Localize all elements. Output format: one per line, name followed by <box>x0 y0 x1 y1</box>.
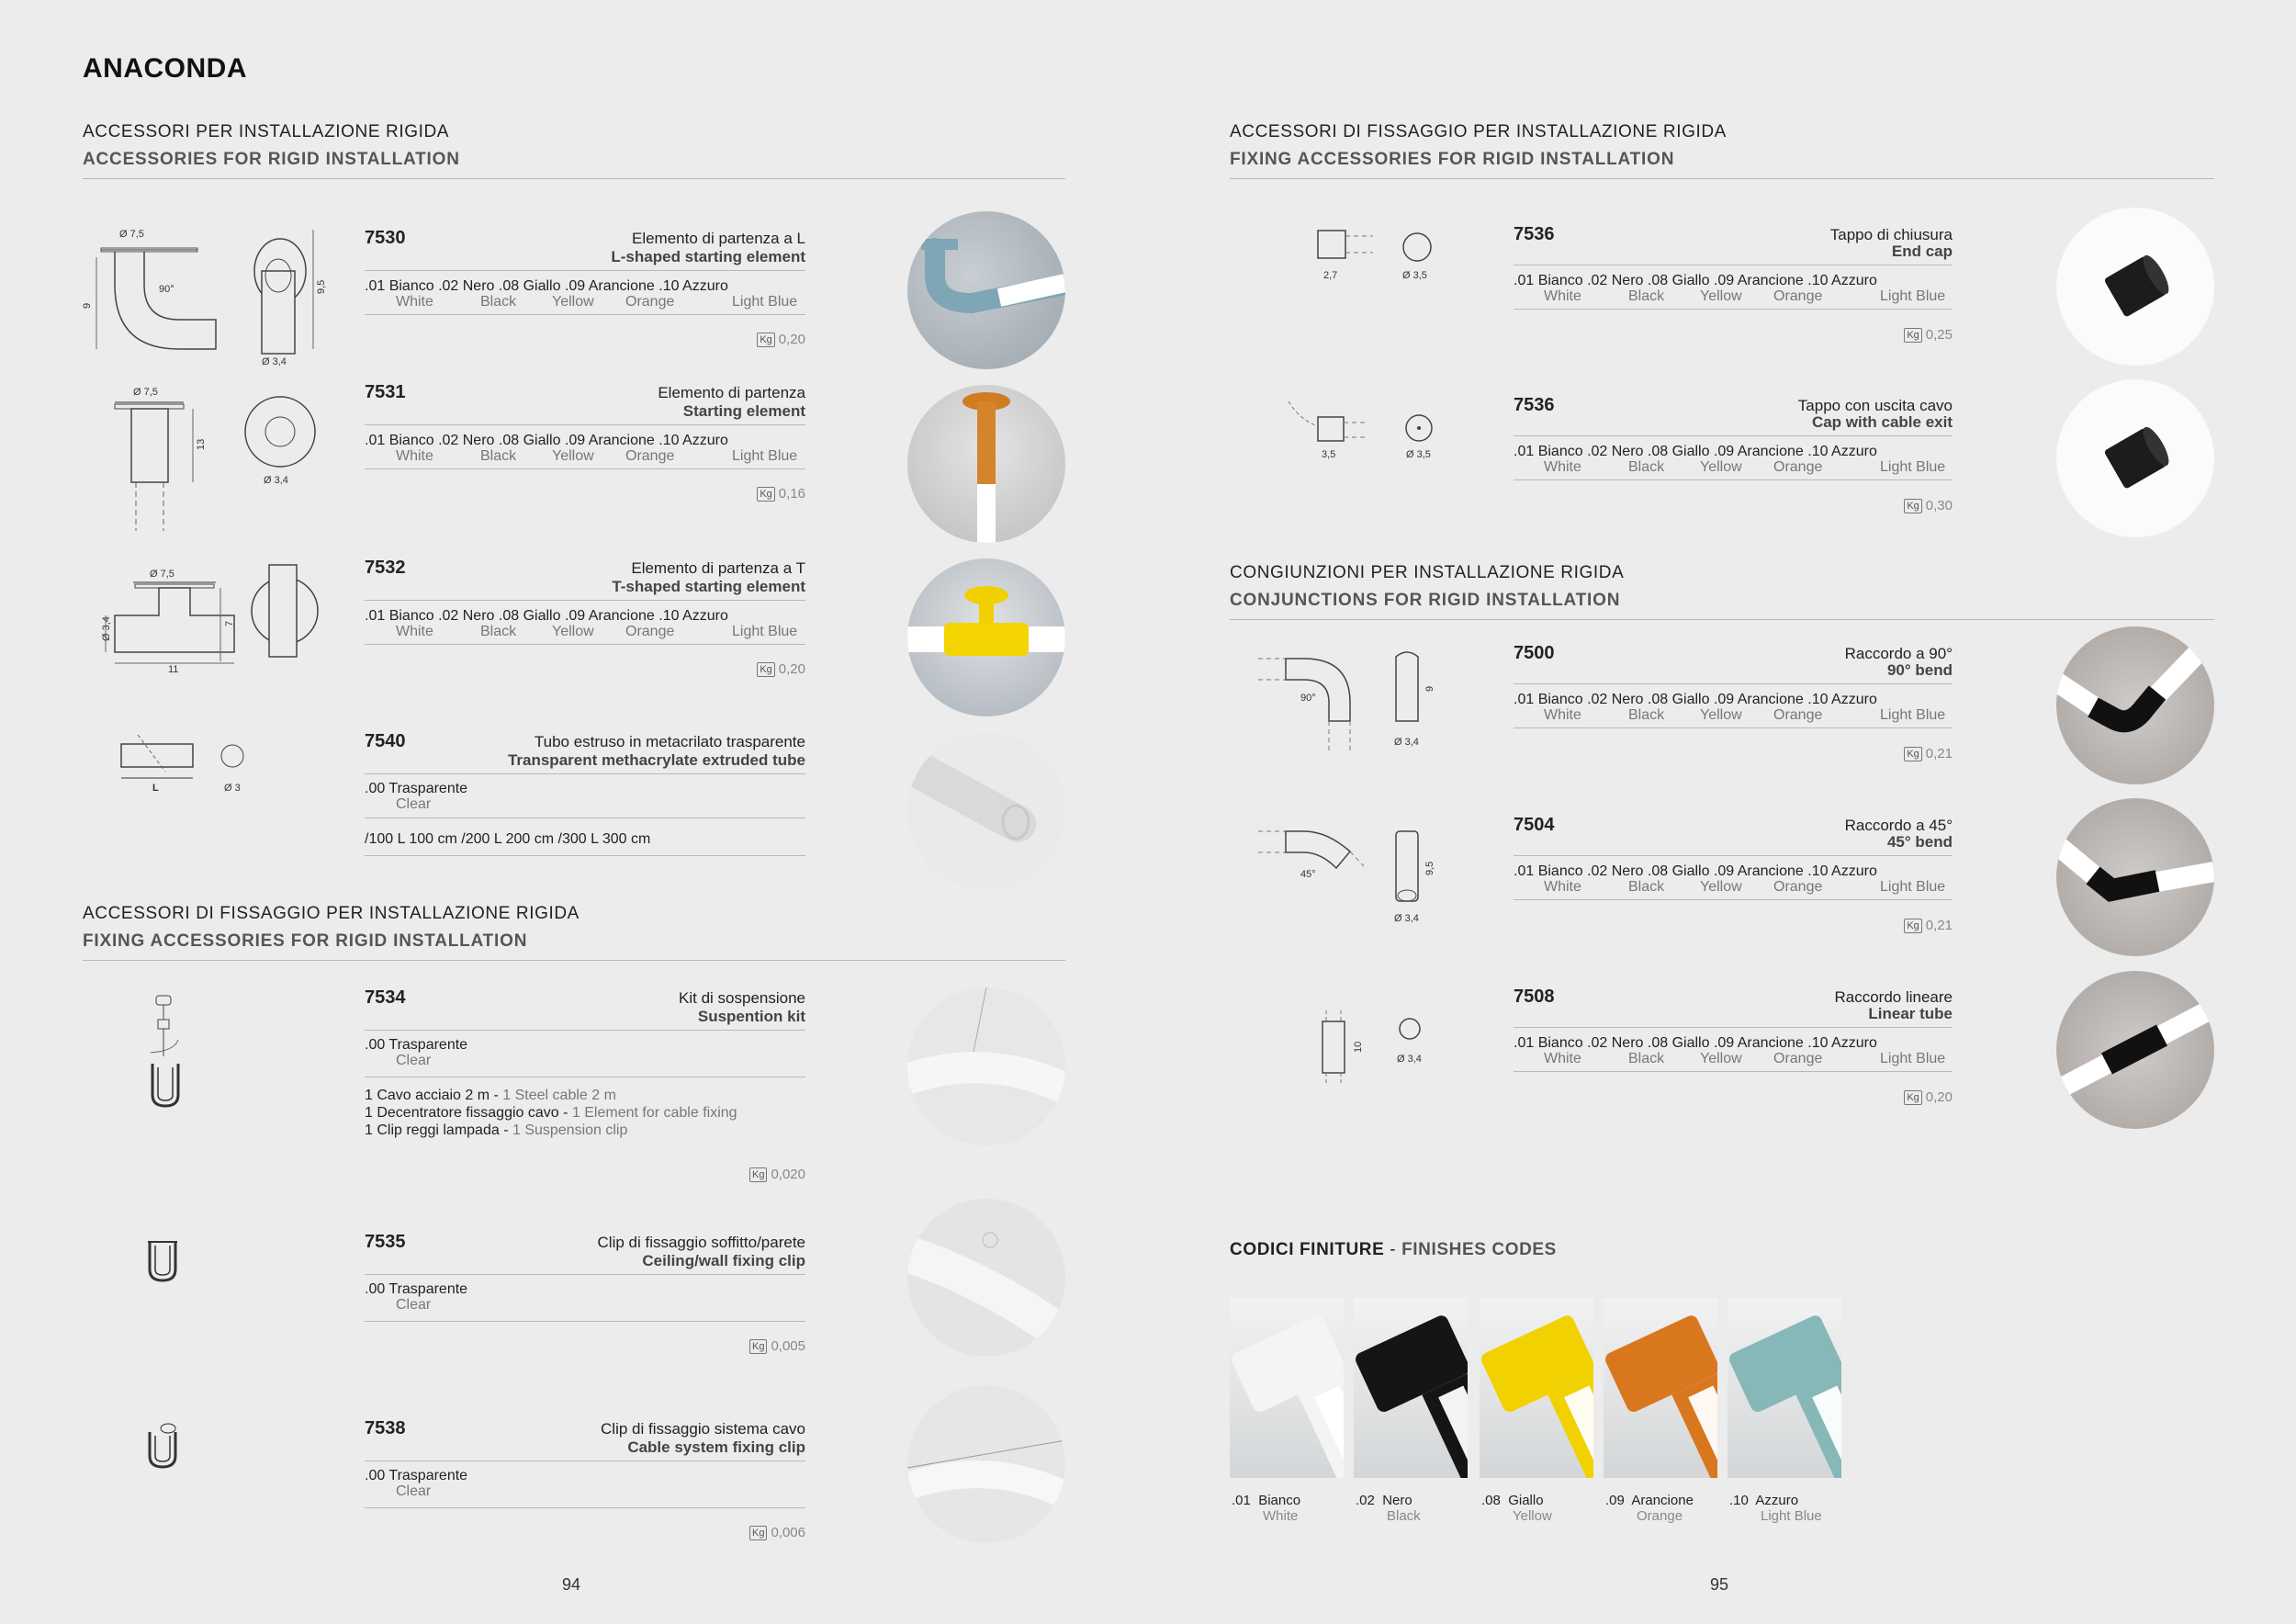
svg-text:90°: 90° <box>159 284 174 295</box>
svg-text:Ø 7,5: Ø 7,5 <box>150 569 174 580</box>
lengths: /100 L 100 cm /200 L 200 cm /300 L 300 cm <box>365 831 651 847</box>
svg-text:L: L <box>152 783 159 794</box>
weight-icon: Kg <box>757 333 774 347</box>
weight: Kg 0,020 <box>749 1167 805 1182</box>
color-en: Light Blue <box>1880 707 1946 723</box>
color-en: Light Blue <box>1880 879 1946 895</box>
color-en: Yellow <box>552 294 594 310</box>
color-option: .08 Giallo <box>1647 692 1710 707</box>
finish: .00 Trasparente <box>365 781 468 796</box>
finish-swatch <box>1728 1298 1841 1478</box>
product-code: 7508 <box>1514 987 1555 1007</box>
weight: Kg 0,21 <box>1904 746 1953 761</box>
kit-item: 1 Cavo acciaio 2 m - 1 Steel cable 2 m <box>365 1088 616 1103</box>
color-list <box>1514 444 1877 460</box>
section-title-en: ACCESSORIES FOR RIGID INSTALLATION <box>83 150 460 169</box>
color-en: Yellow <box>552 448 594 464</box>
color-en: Black <box>480 624 517 639</box>
color-option: .09 Arancione <box>1713 863 1804 879</box>
finish-label: .08 Giallo Yellow <box>1481 1493 1552 1524</box>
product-name-it: Elemento di partenza a T <box>631 559 805 577</box>
color-option: .01 Bianco <box>1514 444 1583 459</box>
product-name-it: Elemento di partenza a L <box>631 230 805 247</box>
finish-en: Clear <box>396 1053 432 1068</box>
color-option: .01 Bianco <box>1514 1035 1583 1051</box>
product-code: 7530 <box>365 228 406 248</box>
color-option: .02 Nero <box>438 608 495 624</box>
color-en: Black <box>1628 1051 1665 1066</box>
product-name-it: Tappo con uscita cavo <box>1797 397 1953 414</box>
color-list <box>1514 273 1877 289</box>
color-list <box>1514 863 1877 880</box>
color-en: Yellow <box>552 624 594 639</box>
product-code: 7536 <box>1514 224 1555 244</box>
product-name-en: 45° bend <box>1886 833 1953 851</box>
finish-en: Clear <box>396 796 432 812</box>
color-option: .08 Giallo <box>498 278 561 294</box>
weight-icon: Kg <box>1904 747 1921 761</box>
color-en: Light Blue <box>1880 288 1946 304</box>
drawing-7530 <box>78 220 335 377</box>
photo-7534 <box>907 987 1065 1145</box>
section-title-en: FIXING ACCESSORIES FOR RIGID INSTALLATION <box>1230 150 1675 169</box>
svg-text:Ø 3,4: Ø 3,4 <box>1397 1054 1422 1065</box>
product-7535 <box>365 1232 805 1354</box>
color-en: Yellow <box>1700 879 1742 895</box>
color-en: White <box>1544 1051 1581 1066</box>
kit-item: 1 Clip reggi lampada - 1 Suspension clip <box>365 1122 628 1138</box>
weight-icon: Kg <box>749 1339 767 1354</box>
color-list <box>365 608 728 625</box>
weight-icon: Kg <box>1904 1090 1921 1105</box>
weight: Kg 0,25 <box>1904 327 1953 343</box>
clip-icon <box>142 1233 188 1288</box>
color-en: White <box>396 294 433 310</box>
drawing-7536-cable-exit <box>1281 397 1446 461</box>
color-en: Yellow <box>1700 1051 1742 1066</box>
product-name-it: Tubo estruso in metacrilato trasparente <box>534 733 805 750</box>
color-option: .02 Nero <box>438 278 495 294</box>
product-code: 7500 <box>1514 643 1555 663</box>
svg-text:45°: 45° <box>1300 869 1316 880</box>
color-en: Light Blue <box>732 294 798 310</box>
svg-text:10: 10 <box>1353 1041 1364 1053</box>
product-code: 7534 <box>365 987 406 1008</box>
product-code: 7540 <box>365 731 406 751</box>
weight-icon: Kg <box>749 1526 767 1540</box>
color-list <box>365 278 728 295</box>
svg-text:Ø 3,4: Ø 3,4 <box>1394 737 1419 748</box>
finish: .00 Trasparente <box>365 1037 468 1053</box>
color-option: .10 Azzuro <box>658 278 728 294</box>
weight: Kg 0,21 <box>1904 918 1953 933</box>
product-7500 <box>1514 643 1953 761</box>
color-option: .09 Arancione <box>564 608 655 624</box>
color-option: .10 Azzuro <box>658 608 728 624</box>
weight: Kg 0,30 <box>1904 498 1953 513</box>
product-name-it: Tappo di chiusura <box>1829 226 1953 243</box>
color-en: Black <box>1628 288 1665 304</box>
product-name-en: Cable system fixing clip <box>627 1438 805 1456</box>
drawing-7500 <box>1249 648 1451 758</box>
color-option: .01 Bianco <box>1514 273 1583 288</box>
weight-icon: Kg <box>757 662 774 677</box>
color-list <box>365 433 728 449</box>
color-option: .02 Nero <box>438 433 495 448</box>
photo-7532 <box>907 558 1065 716</box>
photo-7531 <box>907 385 1065 543</box>
section-title-en: CONJUNCTIONS FOR RIGID INSTALLATION <box>1230 591 1621 610</box>
color-option: .09 Arancione <box>1713 1035 1804 1051</box>
color-en: White <box>1544 879 1581 895</box>
weight-icon: Kg <box>749 1167 767 1182</box>
svg-text:Ø 3,5: Ø 3,5 <box>1406 449 1431 460</box>
color-en: Black <box>1628 707 1665 723</box>
svg-text:7: 7 <box>224 620 235 626</box>
product-name-it: Raccordo a 90° <box>1844 645 1953 662</box>
color-option: .10 Azzuro <box>1807 444 1877 459</box>
product-code: 7504 <box>1514 815 1555 835</box>
color-option: .02 Nero <box>1587 863 1644 879</box>
color-en: Orange <box>1773 707 1823 723</box>
photo-7530 <box>907 211 1065 369</box>
finish-label: .01 Bianco White <box>1232 1493 1301 1524</box>
weight-icon: Kg <box>757 487 774 502</box>
finish-label: .09 Arancione Orange <box>1605 1493 1694 1524</box>
color-option: .10 Azzuro <box>658 433 728 448</box>
finish-label: .10 Azzuro Light Blue <box>1729 1493 1822 1524</box>
product-code: 7532 <box>365 558 406 578</box>
color-en: Orange <box>625 294 675 310</box>
color-option: .09 Arancione <box>1713 273 1804 288</box>
color-en: Light Blue <box>732 448 798 464</box>
drawing-7540 <box>110 730 266 799</box>
color-option: .01 Bianco <box>365 433 434 448</box>
svg-text:90°: 90° <box>1300 693 1316 704</box>
color-en: White <box>1544 288 1581 304</box>
weight: Kg 0,20 <box>1904 1089 1953 1105</box>
color-en: Black <box>480 294 517 310</box>
svg-text:Ø 3,4: Ø 3,4 <box>264 475 288 486</box>
finish-swatch <box>1354 1298 1468 1478</box>
color-en: Orange <box>1773 1051 1823 1066</box>
photo-7536-cable-exit <box>2056 379 2214 537</box>
finish: .00 Trasparente <box>365 1281 468 1297</box>
color-option: .08 Giallo <box>1647 444 1710 459</box>
color-option: .10 Azzuro <box>1807 1035 1877 1051</box>
color-option: .10 Azzuro <box>1807 273 1877 288</box>
product-name-en: Starting element <box>682 402 805 420</box>
svg-text:9,5: 9,5 <box>316 279 327 294</box>
svg-text:13: 13 <box>196 438 207 450</box>
svg-text:11: 11 <box>168 664 179 675</box>
photo-7538 <box>907 1385 1065 1543</box>
section-title-it: ACCESSORI DI FISSAGGIO PER INSTALLAZIONE RIGIDA <box>83 904 580 923</box>
page-number: 94 <box>562 1575 581 1594</box>
color-en: Orange <box>1773 879 1823 895</box>
color-en: Orange <box>625 448 675 464</box>
product-7504 <box>1514 815 1953 933</box>
color-en: Yellow <box>1700 707 1742 723</box>
color-option: .09 Arancione <box>564 433 655 448</box>
color-option: .08 Giallo <box>1647 1035 1710 1051</box>
svg-text:Ø 3,4: Ø 3,4 <box>101 616 112 641</box>
color-option: .10 Azzuro <box>1807 863 1877 879</box>
color-option: .09 Arancione <box>564 278 655 294</box>
color-option: .08 Giallo <box>498 433 561 448</box>
drawing-7532 <box>87 560 335 680</box>
svg-text:9: 9 <box>82 302 93 309</box>
photo-7504 <box>2056 798 2214 956</box>
color-option: .01 Bianco <box>1514 692 1583 707</box>
weight: Kg 0,005 <box>749 1338 805 1354</box>
color-en: Orange <box>1773 288 1823 304</box>
brand-title: ANACONDA <box>83 53 247 84</box>
suspension-kit-icon <box>138 992 193 1111</box>
product-7508 <box>1514 987 1953 1105</box>
color-en: Light Blue <box>1880 459 1946 475</box>
photo-7535 <box>907 1199 1065 1357</box>
finish-swatch <box>1230 1298 1344 1478</box>
product-7532 <box>365 558 805 677</box>
color-en: Orange <box>1773 459 1823 475</box>
photo-7500 <box>2056 626 2214 784</box>
photo-7508 <box>2056 971 2214 1129</box>
color-en: Yellow <box>1700 288 1742 304</box>
color-en: White <box>1544 459 1581 475</box>
product-7540 <box>365 731 805 847</box>
product-name-en: Suspention kit <box>697 1008 805 1025</box>
finish-en: Clear <box>396 1483 432 1499</box>
product-7536-cable-exit <box>1514 395 1953 513</box>
color-en: White <box>396 624 433 639</box>
svg-text:2,7: 2,7 <box>1323 270 1338 281</box>
drawing-7508 <box>1313 1010 1451 1084</box>
color-en: Black <box>480 448 517 464</box>
color-option: .10 Azzuro <box>1807 692 1877 707</box>
weight-icon: Kg <box>1904 328 1921 343</box>
cable-clip-icon <box>142 1419 188 1474</box>
svg-text:9,5: 9,5 <box>1424 861 1435 875</box>
svg-text:Ø 3,5: Ø 3,5 <box>1402 270 1427 281</box>
kit-list <box>365 1087 737 1139</box>
svg-text:Ø 3,4: Ø 3,4 <box>262 356 287 367</box>
color-option: .01 Bianco <box>365 608 434 624</box>
color-en: Black <box>1628 879 1665 895</box>
weight: Kg 0,16 <box>757 486 805 502</box>
product-name-en: Linear tube <box>1868 1005 1953 1022</box>
product-name-en: 90° bend <box>1886 661 1953 679</box>
product-name-it: Clip di fissaggio sistema cavo <box>601 1420 805 1438</box>
finishes-title: CODICI FINITURE - FINISHES CODES <box>1230 1240 1557 1259</box>
product-7534 <box>365 987 805 1182</box>
section-title-it: CONGIUNZIONI PER INSTALLAZIONE RIGIDA <box>1230 563 1625 582</box>
color-option: .02 Nero <box>1587 1035 1644 1051</box>
color-en: Light Blue <box>1880 1051 1946 1066</box>
product-code: 7538 <box>365 1418 406 1438</box>
section-title-it: ACCESSORI DI FISSAGGIO PER INSTALLAZIONE RIGIDA <box>1230 122 1727 141</box>
kit-item: 1 Decentratore fissaggio cavo - 1 Element for cable fixing <box>365 1105 737 1121</box>
section-title-en: FIXING ACCESSORIES FOR RIGID INSTALLATION <box>83 931 528 951</box>
product-name-it: Elemento di partenza <box>658 384 805 401</box>
color-option: .02 Nero <box>1587 273 1644 288</box>
product-code: 7531 <box>365 382 406 402</box>
photo-7536-end-cap <box>2056 208 2214 366</box>
finish: .00 Trasparente <box>365 1468 468 1483</box>
product-name-en: End cap <box>1891 242 1953 260</box>
product-name-en: Ceiling/wall fixing clip <box>642 1252 805 1269</box>
page-number: 95 <box>1710 1575 1729 1594</box>
color-en: Yellow <box>1700 459 1742 475</box>
weight: Kg 0,20 <box>757 661 805 677</box>
product-7531 <box>365 382 805 502</box>
section-title-it: ACCESSORI PER INSTALLAZIONE RIGIDA <box>83 122 450 141</box>
dim-label: Ø 7,5 <box>119 229 144 240</box>
color-option: .08 Giallo <box>498 608 561 624</box>
finish-label: .02 Nero Black <box>1356 1493 1421 1524</box>
photo-7540 <box>907 732 1065 890</box>
product-name-en: T-shaped starting element <box>612 578 805 595</box>
drawing-7504 <box>1249 822 1451 928</box>
svg-text:3,5: 3,5 <box>1322 449 1336 460</box>
svg-text:Ø 3,4: Ø 3,4 <box>1394 913 1419 924</box>
product-name-it: Kit di sospensione <box>679 989 805 1007</box>
svg-text:Ø 7,5: Ø 7,5 <box>133 387 158 398</box>
color-option: .09 Arancione <box>1713 692 1804 707</box>
product-7538 <box>365 1418 805 1540</box>
color-list <box>1514 692 1877 708</box>
product-code: 7536 <box>1514 395 1555 415</box>
product-code: 7535 <box>365 1232 406 1252</box>
weight: Kg 0,20 <box>757 332 805 347</box>
drawing-7536-end-cap <box>1309 225 1446 285</box>
product-name-it: Raccordo a 45° <box>1844 817 1953 834</box>
product-7530 <box>365 228 805 347</box>
product-7536-end-cap <box>1514 224 1953 343</box>
finish-swatch <box>1604 1298 1717 1478</box>
product-name-it: Raccordo lineare <box>1834 988 1953 1006</box>
color-en: White <box>1544 707 1581 723</box>
color-option: .02 Nero <box>1587 692 1644 707</box>
color-option: .01 Bianco <box>1514 863 1583 879</box>
color-option: .01 Bianco <box>365 278 434 294</box>
product-name-en: L-shaped starting element <box>611 248 805 265</box>
product-name-it: Clip di fissaggio soffitto/parete <box>597 1234 805 1251</box>
weight-icon: Kg <box>1904 499 1921 513</box>
product-name-en: Cap with cable exit <box>1811 413 1953 431</box>
color-option: .02 Nero <box>1587 444 1644 459</box>
finish-swatch <box>1480 1298 1593 1478</box>
color-option: .09 Arancione <box>1713 444 1804 459</box>
color-en: Orange <box>625 624 675 639</box>
color-en: White <box>396 448 433 464</box>
finish-en: Clear <box>396 1297 432 1313</box>
weight: Kg 0,006 <box>749 1525 805 1540</box>
product-name-en: Transparent methacrylate extruded tube <box>507 751 805 769</box>
color-list <box>1514 1035 1877 1052</box>
svg-text:9: 9 <box>1424 685 1435 692</box>
drawing-7531 <box>101 384 331 536</box>
color-en: Light Blue <box>732 624 798 639</box>
color-option: .08 Giallo <box>1647 273 1710 288</box>
svg-text:Ø 3: Ø 3 <box>224 783 241 794</box>
weight-icon: Kg <box>1904 919 1921 933</box>
color-en: Black <box>1628 459 1665 475</box>
color-option: .08 Giallo <box>1647 863 1710 879</box>
